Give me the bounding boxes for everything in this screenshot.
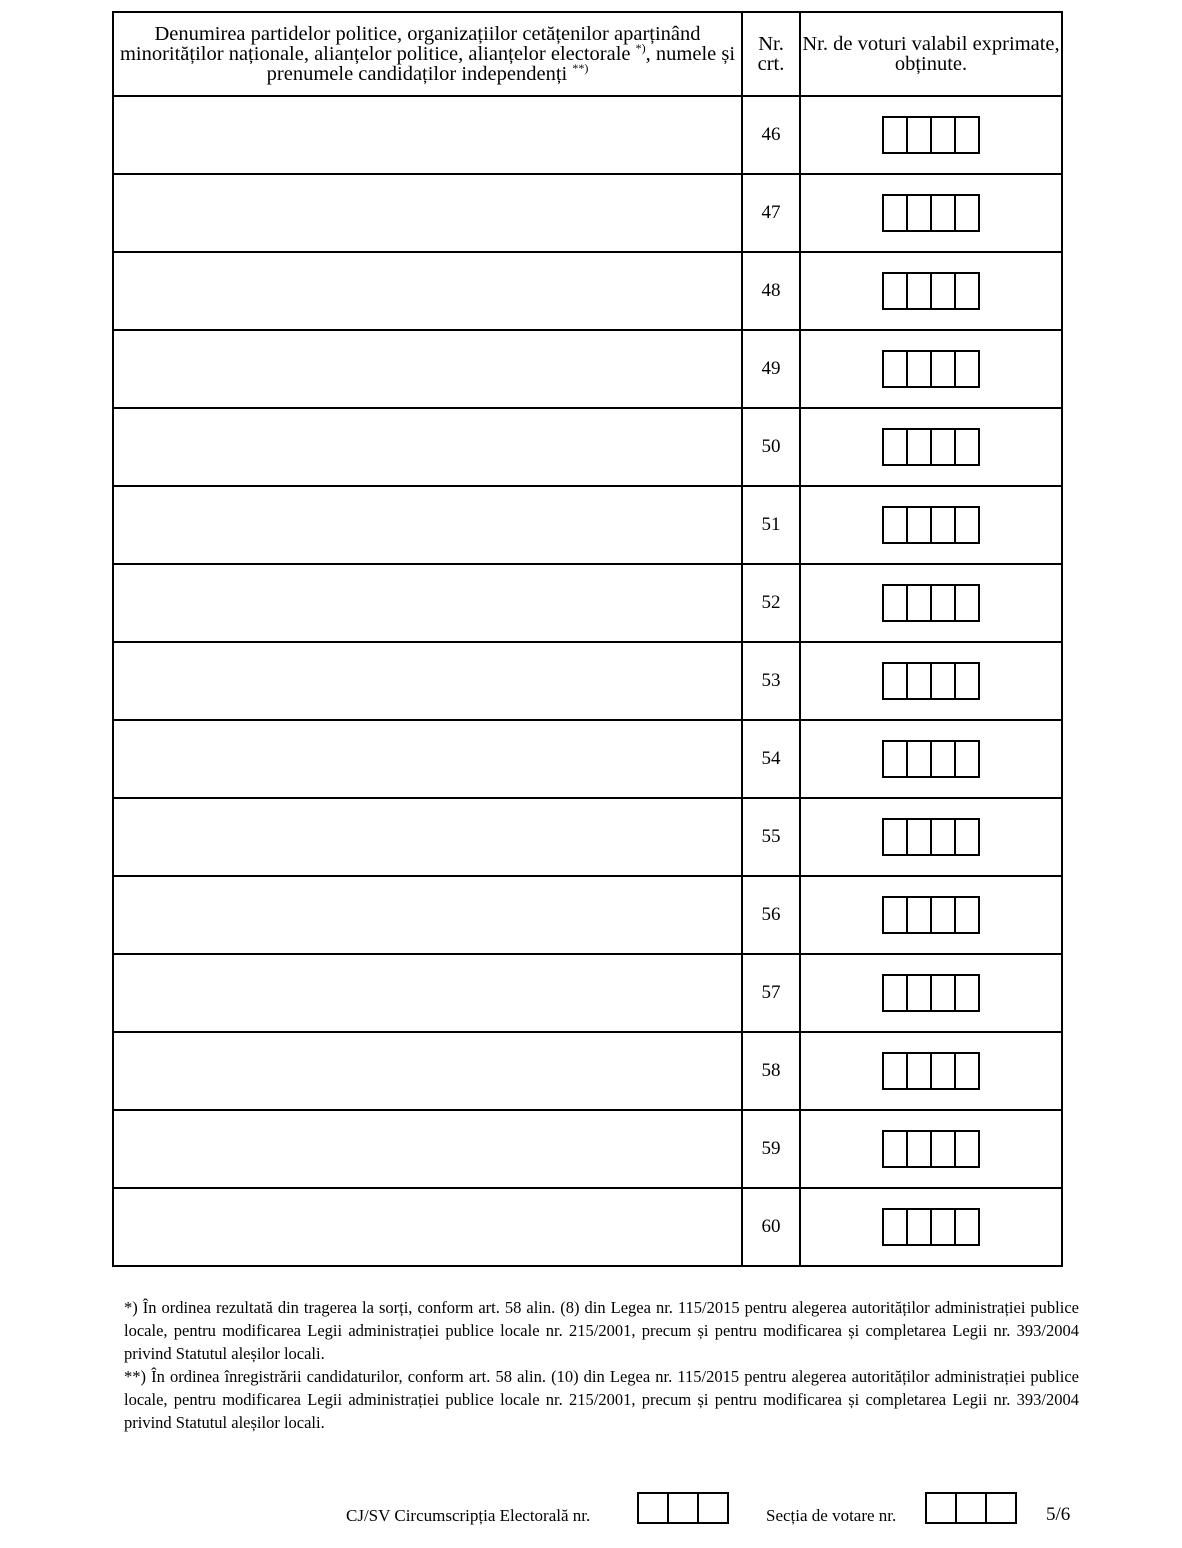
digit-cell[interactable] (884, 352, 908, 386)
header-name-text: Denumirea partidelor politice, organizațiilor cetățenilor aparținând minorităților naționale, alianțelor politice, alianțelor electorale (119, 23, 701, 65)
votes-digit-boxes[interactable] (882, 272, 980, 310)
votes-digit-boxes[interactable] (882, 194, 980, 232)
footnote-mark-2: **) (572, 61, 589, 76)
digit-cell[interactable] (956, 196, 978, 230)
table-header-row (113, 12, 1062, 96)
footnote-2: **) În ordinea înregistrării candidaturilor, conform art. 58 alin. (10) din Legea nr. 115/2015 pentru alegerea autorităților administrației publice locale, pentru modificarea Legii administrației publice locale nr. 215/2001, precum și pentru modificarea și completarea Legii nr. 393/2004 privind Statutul aleșilor locali. (124, 1367, 1079, 1432)
digit-cell[interactable] (932, 664, 956, 698)
votes-digit-boxes[interactable] (882, 1052, 980, 1090)
digit-cell[interactable] (884, 1132, 908, 1166)
party-name-cell[interactable] (113, 330, 742, 408)
row-number: 48 (742, 252, 800, 330)
digit-cell[interactable] (956, 1210, 978, 1244)
votes-cell (800, 174, 1062, 252)
digit-cell[interactable] (932, 898, 956, 932)
digit-cell[interactable] (932, 352, 956, 386)
votes-digit-boxes[interactable] (882, 506, 980, 544)
table-row (113, 486, 1062, 564)
row-number: 47 (742, 174, 800, 252)
table-row (113, 408, 1062, 486)
digit-cell[interactable] (884, 1054, 908, 1088)
votes-digit-boxes[interactable] (882, 116, 980, 154)
digit-cell[interactable] (956, 586, 978, 620)
party-name-cell[interactable] (113, 720, 742, 798)
table-row (113, 330, 1062, 408)
digit-cell[interactable] (908, 430, 932, 464)
digit-cell[interactable] (927, 1494, 957, 1522)
page-number: 5/6 (1046, 1504, 1071, 1525)
header-votes: Nr. de voturi valabil exprimate, obținute. (800, 12, 1062, 96)
table-row (113, 642, 1062, 720)
digit-cell[interactable] (956, 352, 978, 386)
digit-cell[interactable] (932, 1132, 956, 1166)
digit-cell[interactable] (884, 586, 908, 620)
row-number: 55 (742, 798, 800, 876)
digit-cell[interactable] (908, 1210, 932, 1244)
votes-digit-boxes[interactable] (882, 584, 980, 622)
digit-cell[interactable] (908, 274, 932, 308)
digit-cell[interactable] (956, 508, 978, 542)
row-number: 49 (742, 330, 800, 408)
party-name-cell[interactable] (113, 798, 742, 876)
digit-cell[interactable] (699, 1494, 727, 1522)
digit-cell[interactable] (908, 352, 932, 386)
votes-cell (800, 96, 1062, 174)
digit-cell[interactable] (908, 898, 932, 932)
party-name-cell[interactable] (113, 486, 742, 564)
digit-cell[interactable] (884, 898, 908, 932)
votes-cell (800, 720, 1062, 798)
party-name-cell[interactable] (113, 564, 742, 642)
digit-cell[interactable] (908, 1054, 932, 1088)
digit-cell[interactable] (956, 742, 978, 776)
digit-cell[interactable] (932, 508, 956, 542)
table-row (113, 876, 1062, 954)
party-name-cell[interactable] (113, 1188, 742, 1266)
digit-cell[interactable] (884, 742, 908, 776)
digit-cell[interactable] (908, 118, 932, 152)
page-footer (0, 1492, 1182, 1532)
digit-cell[interactable] (956, 976, 978, 1010)
digit-cell[interactable] (908, 820, 932, 854)
digit-cell[interactable] (908, 976, 932, 1010)
party-name-cell[interactable] (113, 174, 742, 252)
section-number-boxes[interactable] (925, 1492, 1017, 1524)
party-name-cell[interactable] (113, 1032, 742, 1110)
digit-cell[interactable] (884, 508, 908, 542)
table-row (113, 1110, 1062, 1188)
digit-cell[interactable] (932, 820, 956, 854)
votes-cell (800, 1032, 1062, 1110)
votes-cell (800, 798, 1062, 876)
circumscription-number-boxes[interactable] (637, 1492, 729, 1524)
table-row (113, 1032, 1062, 1110)
header-party-name (113, 12, 742, 96)
votes-digit-boxes[interactable] (882, 1130, 980, 1168)
digit-cell[interactable] (956, 664, 978, 698)
header-nr-crt: Nr. crt. (742, 12, 800, 96)
votes-digit-boxes[interactable] (882, 818, 980, 856)
digit-cell[interactable] (908, 1132, 932, 1166)
digit-cell[interactable] (884, 430, 908, 464)
digit-cell[interactable] (956, 274, 978, 308)
table-body (113, 96, 1062, 1266)
party-name-cell[interactable] (113, 96, 742, 174)
votes-cell (800, 1110, 1062, 1188)
digit-cell[interactable] (884, 664, 908, 698)
digit-cell[interactable] (884, 1210, 908, 1244)
row-number: 50 (742, 408, 800, 486)
digit-cell[interactable] (669, 1494, 699, 1522)
votes-cell (800, 330, 1062, 408)
header-name-mid: , numele și prenumele candidaților independenți (266, 43, 736, 85)
digit-cell[interactable] (639, 1494, 669, 1522)
party-name-cell[interactable] (113, 876, 742, 954)
circumscription-label: CJ/SV Circumscripția Electorală nr. (346, 1506, 591, 1525)
table-row (113, 954, 1062, 1032)
digit-cell[interactable] (908, 508, 932, 542)
row-number: 59 (742, 1110, 800, 1188)
digit-cell[interactable] (884, 196, 908, 230)
digit-cell[interactable] (932, 196, 956, 230)
votes-cell (800, 876, 1062, 954)
table-row (113, 252, 1062, 330)
row-number: 46 (742, 96, 800, 174)
votes-digit-boxes[interactable] (882, 662, 980, 700)
row-number: 56 (742, 876, 800, 954)
table-row (113, 720, 1062, 798)
digit-cell[interactable] (932, 1210, 956, 1244)
table-row (113, 564, 1062, 642)
row-number: 51 (742, 486, 800, 564)
votes-cell (800, 954, 1062, 1032)
votes-digit-boxes[interactable] (882, 740, 980, 778)
digit-cell[interactable] (987, 1494, 1015, 1522)
footnote-1: *) În ordinea rezultată din tragerea la sorți, conform art. 58 alin. (8) din Legea nr. 115/2015 pentru alegerea autorităților administrației publice locale, pentru modificarea Legii administrației publice locale nr. 215/2001, precum și pentru modificarea și completarea Legii nr. 393/2004 privind Statutul aleșilor locali. (124, 1298, 1079, 1363)
table-row (113, 96, 1062, 174)
digit-cell[interactable] (908, 196, 932, 230)
results-table (112, 11, 1063, 1267)
digit-cell[interactable] (932, 586, 956, 620)
digit-cell[interactable] (932, 118, 956, 152)
votes-digit-boxes[interactable] (882, 974, 980, 1012)
votes-digit-boxes[interactable] (882, 896, 980, 934)
footnote-mark-1: *) (635, 41, 646, 56)
digit-cell[interactable] (932, 976, 956, 1010)
digit-cell[interactable] (884, 274, 908, 308)
digit-cell[interactable] (908, 586, 932, 620)
votes-cell (800, 1188, 1062, 1266)
votes-cell (800, 486, 1062, 564)
votes-digit-boxes[interactable] (882, 350, 980, 388)
party-name-cell[interactable] (113, 252, 742, 330)
digit-cell[interactable] (956, 1054, 978, 1088)
table-row (113, 174, 1062, 252)
party-name-cell[interactable] (113, 1110, 742, 1188)
row-number: 52 (742, 564, 800, 642)
votes-digit-boxes[interactable] (882, 428, 980, 466)
section-label: Secția de votare nr. (766, 1506, 897, 1525)
digit-cell[interactable] (932, 274, 956, 308)
party-name-cell[interactable] (113, 954, 742, 1032)
party-name-cell[interactable] (113, 642, 742, 720)
row-number: 54 (742, 720, 800, 798)
digit-cell[interactable] (932, 430, 956, 464)
party-name-cell[interactable] (113, 408, 742, 486)
digit-cell[interactable] (908, 742, 932, 776)
row-number: 57 (742, 954, 800, 1032)
votes-digit-boxes[interactable] (882, 1208, 980, 1246)
digit-cell[interactable] (908, 664, 932, 698)
votes-cell (800, 642, 1062, 720)
digit-cell[interactable] (932, 1054, 956, 1088)
digit-cell[interactable] (956, 820, 978, 854)
row-number: 58 (742, 1032, 800, 1110)
digit-cell[interactable] (957, 1494, 987, 1522)
digit-cell[interactable] (956, 1132, 978, 1166)
table-row (113, 1188, 1062, 1266)
footnotes (124, 1296, 1079, 1434)
votes-cell (800, 564, 1062, 642)
digit-cell[interactable] (884, 118, 908, 152)
digit-cell[interactable] (956, 898, 978, 932)
row-number: 53 (742, 642, 800, 720)
digit-cell[interactable] (884, 976, 908, 1010)
digit-cell[interactable] (956, 118, 978, 152)
row-number: 60 (742, 1188, 800, 1266)
votes-cell (800, 408, 1062, 486)
digit-cell[interactable] (956, 430, 978, 464)
digit-cell[interactable] (884, 820, 908, 854)
votes-cell (800, 252, 1062, 330)
digit-cell[interactable] (932, 742, 956, 776)
table-row (113, 798, 1062, 876)
